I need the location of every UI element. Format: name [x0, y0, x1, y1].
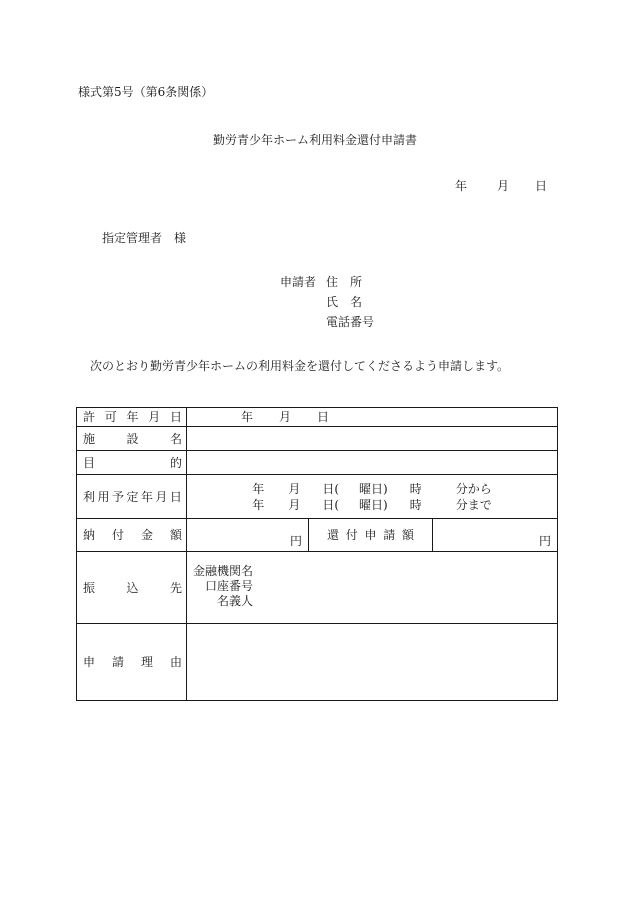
- label-char: 年: [140, 489, 153, 504]
- date-month: 月: [497, 179, 510, 193]
- label-char: 請: [111, 655, 124, 669]
- label-char: 申: [83, 655, 96, 669]
- label-char: 付: [111, 528, 124, 542]
- label-char: 設: [126, 431, 139, 446]
- reason-label: [77, 624, 187, 701]
- transfer-field[interactable]: [187, 552, 558, 624]
- label-char: 施: [83, 431, 96, 446]
- label-char: 振: [83, 580, 96, 595]
- label-char: 名: [169, 431, 182, 446]
- planned-date-label: [77, 475, 187, 519]
- refund-yen-unit: 円: [539, 534, 552, 548]
- label-char: 先: [169, 580, 182, 595]
- applicant-block: [280, 272, 374, 332]
- application-table: [76, 407, 558, 701]
- label-char: 利: [83, 489, 96, 504]
- label-char: 許: [83, 410, 96, 424]
- row-reason: [77, 624, 558, 701]
- label-char: 納: [83, 528, 96, 542]
- submission-date: [455, 178, 547, 194]
- payment-amount-label: [77, 519, 187, 552]
- purpose-field[interactable]: [187, 451, 558, 475]
- row-planned-date: [77, 475, 558, 519]
- bank-name-label: 金融機関名: [193, 564, 254, 578]
- row-transfer: [77, 552, 558, 624]
- permit-date-field[interactable]: [187, 408, 558, 427]
- purpose-label: [77, 451, 187, 475]
- refund-amount-field[interactable]: [433, 519, 558, 552]
- label-char: 日: [169, 489, 182, 504]
- planned-date-field[interactable]: [187, 475, 558, 519]
- transfer-label: [77, 552, 187, 624]
- applicant-name-label: 氏 名: [326, 295, 363, 309]
- account-holder-label: 名義人: [217, 594, 254, 608]
- form-number: 様式第5号（第6条関係）: [78, 85, 214, 99]
- permit-date-label: [77, 408, 187, 427]
- label-char: 日: [169, 410, 182, 424]
- facility-name-field[interactable]: [187, 427, 558, 451]
- label-char: 付: [345, 528, 358, 542]
- label-char: 申: [364, 528, 377, 542]
- permit-day: 日: [317, 410, 330, 424]
- planned-date-end: 年 月 日( 曜日) 時 分まで: [252, 497, 492, 512]
- row-facility-name: [77, 427, 558, 451]
- facility-name-label: [77, 427, 187, 451]
- addressee: 指定管理者 様: [102, 231, 187, 245]
- label-char: 月: [148, 410, 161, 424]
- label-char: 金: [140, 528, 153, 542]
- label-char: 還: [327, 528, 340, 542]
- label-char: 可: [104, 410, 117, 424]
- label-char: 月: [155, 489, 168, 504]
- intro-text: 次のとおり勤労青少年ホームの利用料金を還付してくださるよう申請します。: [90, 359, 510, 373]
- label-char: 用: [97, 489, 110, 504]
- refund-amount-label: [309, 519, 433, 552]
- document-title: 勤労青少年ホーム利用料金還付申請書: [212, 133, 417, 147]
- date-day: 日: [535, 179, 548, 193]
- label-char: 予: [111, 489, 124, 504]
- row-amounts: [77, 519, 558, 552]
- reason-field[interactable]: [187, 624, 558, 701]
- label-char: 由: [169, 655, 182, 669]
- row-purpose: [77, 451, 558, 475]
- label-char: 定: [126, 489, 139, 504]
- payment-yen-unit: 円: [289, 534, 302, 548]
- label-char: 請: [383, 528, 396, 542]
- applicant-phone-label: 電話番号: [326, 315, 375, 329]
- planned-date-start: 年 月 日( 曜日) 時 分から: [252, 481, 492, 496]
- label-char: 目: [83, 455, 96, 470]
- permit-month: 月: [279, 410, 292, 424]
- label-char: 理: [140, 655, 153, 669]
- label-char: 込: [126, 580, 139, 595]
- label-char: 的: [169, 455, 182, 470]
- account-number-label: 口座番号: [205, 579, 254, 593]
- label-char: 年: [126, 410, 139, 424]
- label-char: 額: [169, 528, 182, 542]
- payment-amount-field[interactable]: [187, 519, 309, 552]
- applicant-address-label: 住 所: [326, 275, 363, 289]
- applicant-heading: 申請者: [280, 275, 317, 289]
- permit-year: 年: [241, 410, 254, 424]
- label-char: 額: [401, 528, 414, 542]
- date-year: 年: [455, 179, 468, 193]
- row-permit-date: [77, 408, 558, 427]
